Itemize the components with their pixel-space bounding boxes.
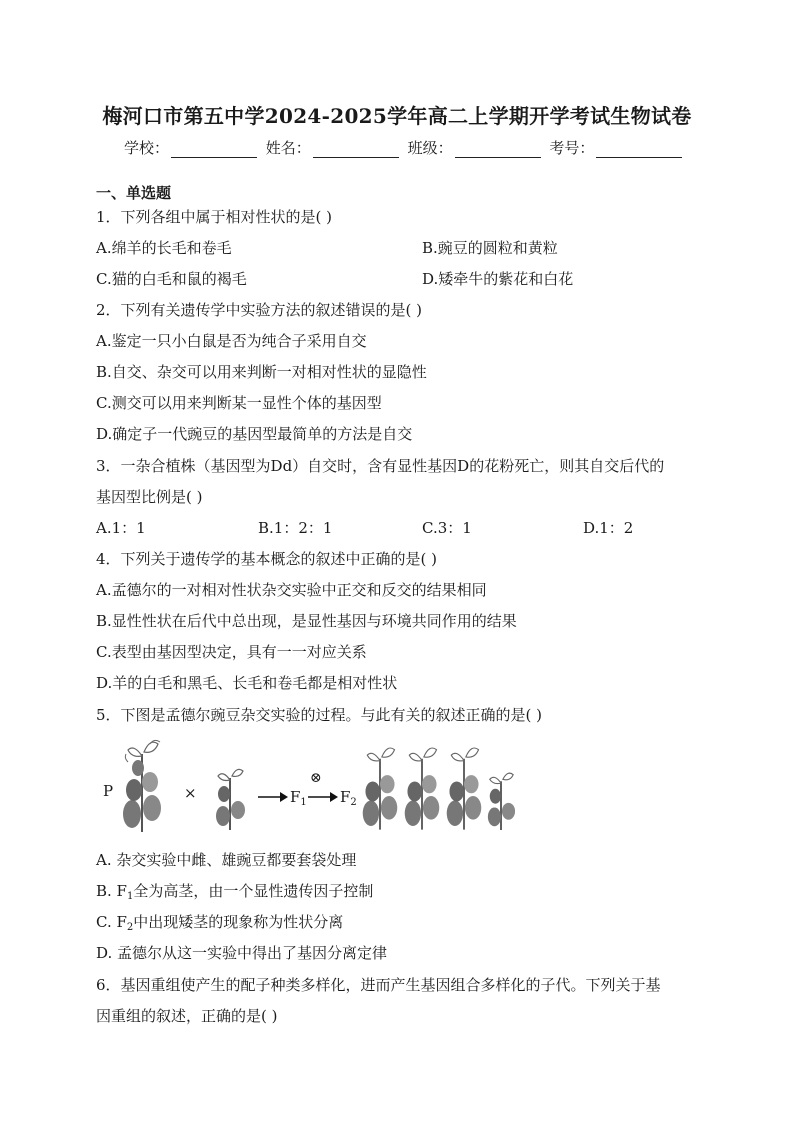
q1-option-a[interactable]: A.绵羊的长毛和卷毛 — [96, 239, 232, 257]
q3-option-a[interactable]: A.1：1 — [96, 519, 146, 537]
q1-option-b[interactable]: B.豌豆的圆粒和黄粒 — [422, 239, 558, 257]
q2-option-c[interactable]: C.测交可以用来判断某一显性个体的基因型 — [96, 394, 382, 412]
student-info-row — [124, 137, 686, 158]
f2-tall-plant-icon — [402, 738, 442, 834]
q4-option-d[interactable]: D.羊的白毛和黑毛、长毛和卷毛都是相对性状 — [96, 674, 398, 692]
q4-stem: 4．下列关于遗传学的基本概念的叙述中正确的是( ) — [96, 550, 438, 568]
selfing-symbol: ⊗ — [310, 770, 322, 786]
q2-option-a[interactable]: A.鉴定一只小白鼠是否为纯合子采用自交 — [96, 332, 367, 350]
page-title: 梅河口市第五中学2024-2025学年高二上学期开学考试生物试卷 — [102, 104, 692, 128]
f2-label: $F_2$ — [340, 788, 357, 808]
name-blank[interactable] — [313, 143, 399, 158]
q6-stem-line1: 6．基因重组使产生的配子种类多样化，进而产生基因组合多样化的子代。下列关于基 — [96, 976, 661, 994]
q4-option-c[interactable]: C.表型由基因型决定，具有一一对应关系 — [96, 643, 367, 661]
arrow-icon — [306, 790, 340, 804]
q5-option-d[interactable]: D. 孟德尔从这一实验中得出了基因分离定律 — [96, 944, 388, 962]
parent-label: P — [103, 782, 114, 800]
q3-option-b[interactable]: B.1：2：1 — [258, 519, 333, 537]
q4-option-a[interactable]: A.孟德尔的一对相对性状杂交实验中正交和反交的结果相同 — [96, 581, 487, 599]
q5-stem: 5．下图是孟德尔豌豆杂交实验的过程。与此有关的叙述正确的是( ) — [96, 706, 543, 724]
q1-option-d[interactable]: D.矮牵牛的紫花和白花 — [422, 270, 574, 288]
arrow-icon — [256, 790, 290, 804]
exam-number-blank[interactable] — [596, 143, 682, 158]
cross-symbol: × — [184, 784, 197, 802]
short-pea-plant-icon — [214, 764, 246, 832]
q2-option-b[interactable]: B.自交、杂交可以用来判断一对相对性状的显隐性 — [96, 363, 427, 381]
f2-tall-plant-icon — [444, 738, 484, 834]
tall-pea-plant-icon — [120, 734, 164, 834]
q5-option-a[interactable]: A. 杂交实验中雌、雄豌豆都要套袋处理 — [96, 851, 357, 869]
q6-stem-line2: 因重组的叙述，正确的是( ) — [96, 1007, 278, 1025]
f2-tall-plant-icon — [360, 738, 400, 834]
name-label: 姓名： — [265, 139, 311, 157]
f2-short-plant-icon — [486, 768, 516, 832]
class-blank[interactable] — [455, 143, 541, 158]
q3-stem-line2: 基因型比例是( ) — [96, 488, 203, 506]
class-label: 班级： — [407, 139, 453, 157]
section-heading: 一、单选题 — [96, 184, 172, 202]
q1-option-c[interactable]: C.猫的白毛和鼠的褐毛 — [96, 270, 247, 288]
school-blank[interactable] — [171, 143, 257, 158]
q2-option-d[interactable]: D.确定子一代豌豆的基因型最简单的方法是自交 — [96, 425, 413, 443]
q1-stem: 1．下列各组中属于相对性状的是( ) — [96, 208, 333, 226]
q3-option-d[interactable]: D.1：2 — [583, 519, 634, 537]
q5-option-b[interactable]: B. $F_1$全为高茎，由一个显性遗传因子控制 — [96, 882, 374, 902]
q5-option-c[interactable]: C. $F_2$中出现矮茎的现象称为性状分离 — [96, 913, 344, 933]
pea-cross-figure — [96, 732, 526, 838]
q3-stem-line1: 3．一杂合植株（基因型为Dd）自交时，含有显性基因D的花粉死亡，则其自交后代的 — [96, 457, 665, 475]
exam-number-label: 考号： — [549, 139, 595, 157]
q2-stem: 2．下列有关遗传学中实验方法的叙述错误的是( ) — [96, 301, 423, 319]
f1-label: $F_1$ — [290, 788, 307, 808]
q4-option-b[interactable]: B.显性性状在后代中总出现，是显性基因与环境共同作用的结果 — [96, 612, 517, 630]
school-label: 学校： — [124, 139, 170, 157]
q3-option-c[interactable]: C.3：1 — [422, 519, 472, 537]
